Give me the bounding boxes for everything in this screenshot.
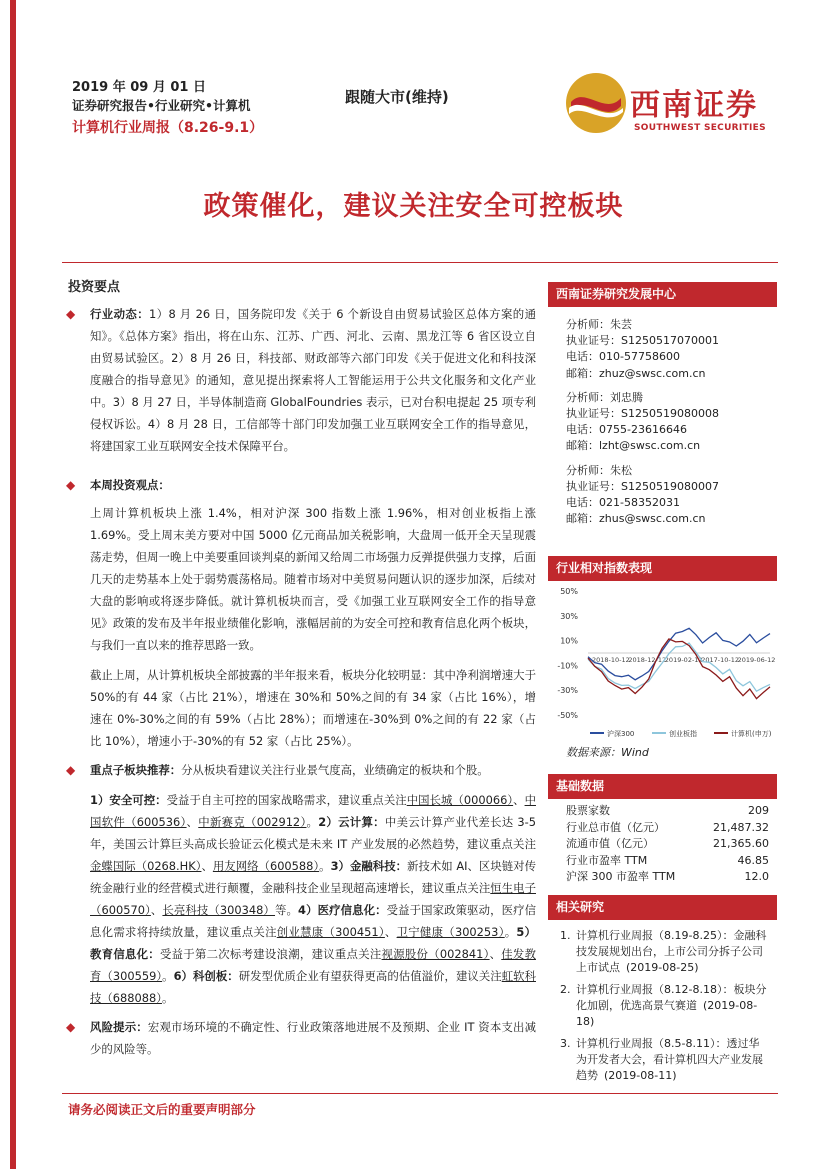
related-research-item[interactable] — [560, 1036, 769, 1084]
x-tick-label: 2018-10-12 — [592, 656, 630, 664]
report-series: 计算机行业周报（8.26-9.1） — [72, 120, 264, 136]
stock-link[interactable]: 创业慧康（300451） — [276, 925, 385, 939]
y-tick-label: 30% — [560, 611, 578, 621]
analyst-card — [566, 317, 777, 382]
analyst-phone: 电话：0755-23616646 — [566, 423, 687, 437]
analyst-list — [548, 307, 777, 527]
index-chart-panel — [548, 556, 777, 761]
related-research-list — [548, 920, 777, 1084]
stock-link[interactable]: 佳发教育（300559） — [90, 947, 536, 983]
analyst-email[interactable]: 邮箱：zhus@swsc.com.cn — [566, 512, 706, 526]
sub-label: 1）安全可控： — [90, 793, 167, 807]
weekly-view-para1: 上周计算机板块上涨 1.4%，相对沪深 300 指数上涨 1.96%，相对创业板指上涨 1.69%。受上周末美方要对中国 5000 亿元商品加关税影响，大盘周一低开全天呈现震荡走势，但周一晚上中美要重回谈判桌的新闻又给周二市场强力反弹提供强力支撑，后面几天的走势基本上处于弱势震荡格局。随着市场对中美贸易问题认识的逐步加深，后续对大盘的影响或将逐步降低。就计算机板块而言，受《加强工业互联网安全工作的指导意见》政策的发布及半年报业绩催化影响，涨幅居前的为安全可控和教育信息化两个板块，与我们一直以来的推荐思路一致。 — [90, 506, 536, 652]
legend-label: 计算机(申万) — [731, 730, 772, 738]
basic-data-value: 21,487.32 — [713, 820, 769, 834]
diamond-bullet-icon: ◆ — [66, 478, 76, 492]
basic-data-label: 沪深 300 市盈率 TTM — [566, 870, 676, 883]
sub-text: 新技术如 AI、区块链对传统金融行业的经营模式进行颠覆，金融科技企业呈现超高速增长，建议重点关注 — [90, 859, 536, 895]
analyst-phone: 电话：010-57758600 — [566, 350, 680, 364]
basic-data-label: 流通市值（亿元） — [566, 837, 654, 850]
analyst-name: 分析师：朱芸 — [566, 318, 632, 331]
sub-label: 2）云计算： — [318, 815, 385, 829]
legend-label: 创业板指 — [669, 730, 697, 738]
related-date: (2019-08-11) — [604, 1069, 677, 1082]
analyst-license: 执业证号：S1250517070001 — [566, 334, 719, 348]
related-text: 计算机行业周报（8.5-8.11）：透过华为开发者大会，看计算机四大产业发展趋势 — [576, 1037, 763, 1082]
weekly-view-para2: 截止上周，从计算机板块全部披露的半年报来看，板块分化较明显：其中净利润增速大于 50%的有 44 家（占比 21%），增速在 30%和 50%之间的有 34 家（占比 16%），增速在 0%-30%之间的有 59%（占比 28%）；而增速在-30%到 0%之间的有 22 家（占比 10%），增速小于-30%的有 52 家（占比 25%）。 — [90, 668, 536, 748]
logo-mark-icon — [565, 72, 627, 134]
analyst-card — [566, 390, 777, 455]
analyst-email[interactable]: 邮箱：lzht@swsc.com.cn — [566, 439, 701, 453]
analyst-license: 执业证号：S1250519080007 — [566, 479, 719, 493]
series-line — [588, 643, 770, 691]
rating: 跟随大市(维持) — [345, 88, 449, 106]
industry-section — [68, 303, 536, 457]
related-research-item[interactable] — [560, 928, 769, 976]
report-date: 2019 年 09 月 01 日 — [72, 80, 206, 95]
basic-data-row — [548, 853, 777, 870]
footer-disclaimer: 请务必阅读正文后的重要声明部分 — [68, 1102, 256, 1117]
stock-link[interactable]: 视源股份（002841） — [381, 947, 490, 961]
basic-data-row — [548, 869, 777, 886]
sub-text: 受益于自主可控的国家战略需求，建议重点关注 — [166, 793, 407, 807]
risk-section — [68, 1016, 536, 1060]
sub-text: 研发型优质企业有望获得更高的估值溢价，建议关注 — [238, 969, 502, 983]
basic-data-label: 股票家数 — [566, 804, 610, 817]
stock-link[interactable]: 卫宁健康（300253） — [396, 925, 505, 939]
analyst-email[interactable]: 邮箱：zhuz@swsc.com.cn — [566, 366, 706, 380]
stock-link[interactable]: 用友网络（600588） — [212, 859, 320, 873]
analyst-phone: 电话：021-58352031 — [566, 496, 680, 510]
diamond-bullet-icon: ◆ — [66, 1020, 76, 1034]
related-date: (2019-08-18) — [576, 999, 758, 1028]
industry-label: 行业动态： — [90, 307, 150, 321]
research-center-title: 西南证券研究发展中心 — [548, 282, 777, 307]
stock-link[interactable]: 中新赛克（002912） — [198, 815, 307, 829]
page-title: 政策催化，建议关注安全可控板块 — [203, 191, 624, 222]
index-chart-title: 行业相对指数表现 — [548, 556, 777, 581]
sub-label: 6）科创板： — [173, 969, 239, 983]
related-date: (2019-08-25) — [626, 961, 699, 974]
related-research-item[interactable] — [560, 982, 769, 1030]
relative-index-chart — [548, 583, 777, 743]
analyst-name: 分析师：朱松 — [566, 463, 632, 477]
y-tick-label: 10% — [560, 636, 578, 646]
basic-data-title: 基础数据 — [548, 774, 777, 799]
brand-name-cn: 西南证券 — [630, 88, 758, 123]
weekly-view-section — [68, 474, 536, 752]
y-tick-label: 50% — [560, 587, 578, 596]
analyst-name: 分析师：刘忠腾 — [566, 390, 643, 404]
sub-label: 4）医疗信息化： — [298, 903, 387, 917]
y-tick-label: -30% — [557, 686, 578, 696]
series-line — [588, 639, 770, 699]
sub-text: 受益于国家政策驱动，医疗信息化需求将持续放量，建议重点关注 — [90, 903, 536, 939]
footer-divider — [62, 1093, 778, 1094]
stock-link[interactable]: 金蝶国际（0268.HK） — [90, 859, 202, 873]
key-points-heading: 投资要点 — [68, 280, 121, 295]
related-num: 3. — [560, 1037, 571, 1050]
legend-label: 沪深300 — [607, 730, 635, 738]
stock-link[interactable]: 虹软科技（688088） — [90, 969, 536, 1005]
basic-data-value: 46.85 — [737, 853, 769, 867]
basic-data-value: 209 — [748, 804, 769, 817]
series-line — [588, 628, 770, 680]
sub-label: 3）金融科技： — [330, 859, 408, 873]
research-center-panel — [548, 282, 777, 535]
x-tick-label: 2019-02-12 — [664, 656, 703, 664]
data-source: 数据来源：Wind — [566, 746, 649, 759]
weekly-view-label: 本周投资观点： — [90, 478, 170, 492]
stock-link[interactable]: 长亮科技（300348） — [162, 903, 276, 917]
industry-text: 1）8 月 26 日，国务院印发《关于 6 个新设自由贸易试验区总体方案的通知》。《总体方案》指出，将在山东、江苏、广西、河北、云南、黑龙江等 6 省区设立自由贸易试验区。2）8 月 26 日，科技部、财政部等六部门印发《关于促进文化和科技深度融合的指导意见》的通知，意见提出探索将人工智能运用于公共文化服务和文化产业中。3）8 月 27 日，半导体制造商 GlobalFoundries 表示，已对台积电提起 25 项专利侵权诉讼。4）8 月 28 日，工信部等十部门印发加强工业互联网安全工作的指导意见，将建国家工业互联网安全技术保障平台。 — [90, 307, 536, 453]
recommend-body: 1）安全可控：受益于自主可控的国家战略需求，建议重点关注中国长城（000066）、中国软件（600536）、中新赛克（002912）。2）云计算：中美云计算产业代差长达 3-5 年，美国云计算巨头高成长验证云化模式是未来 IT 产业发展的必然趋势，建议重点关注金蝶国际（0268.HK）、用友网络（600588）。3）金融科技：新技术如 AI、区块链对传统金融行业的经营模式进行颠覆，金融科技企业呈现超高速增长，建议重点关注恒生电子（600570）、长亮科技（300348）等。4）医疗信息化：受益于国家政策驱动，医疗信息化需求将持续放量，建议重点关注创业慧康（300451）、卫宁健康（300253）。5）教育信息化：受益于第二次标考建设浪潮，建议重点关注视源股份（002841）、佳发教育（300559）。6）科创板：研发型优质企业有望获得更高的估值溢价，建议关注虹软科技（688088）。 — [90, 793, 536, 1005]
basic-data-label: 行业市盈率 TTM — [566, 853, 648, 867]
y-tick-label: -10% — [557, 661, 578, 671]
brand-name-en: SOUTHWEST SECURITIES — [634, 123, 766, 133]
sub-text: 中美云计算产业代差长达 3-5 年，美国云计算巨头高成长验证云化模式是未来 IT 产业发展的必然趋势，建议重点关注 — [90, 815, 536, 851]
diamond-bullet-icon: ◆ — [66, 763, 76, 777]
basic-data-row — [548, 836, 777, 853]
stock-link[interactable]: 恒生电子（600570） — [90, 881, 536, 917]
basic-data-table — [548, 799, 777, 886]
y-tick-label: -50% — [557, 711, 578, 720]
stock-link[interactable]: 中国长城（000066） — [406, 793, 514, 807]
basic-data-row — [548, 820, 777, 837]
x-tick-label: 2018-12-12 — [628, 656, 667, 664]
basic-data-panel — [548, 774, 777, 886]
analyst-license: 执业证号：S1250519080008 — [566, 407, 719, 421]
related-text: 计算机行业周报（8.19-8.25）：金融科技发展规划出台，上市公司分拆子公司上市试点 — [576, 929, 767, 974]
title-divider — [62, 262, 778, 263]
recommend-intro: 分从板块看建议关注行业景气度高，业绩确定的板块和个股。 — [181, 763, 489, 777]
analyst-card — [566, 463, 777, 528]
related-text: 计算机行业周报（8.12-8.18）：板块分化加剧，优选高景气赛道 — [576, 983, 767, 1012]
sub-label: 5）教育信息化： — [90, 925, 536, 961]
report-type: 证券研究报告•行业研究•计算机 — [72, 98, 251, 113]
recommend-section — [68, 759, 536, 1009]
related-num: 1. — [560, 929, 571, 942]
diamond-bullet-icon: ◆ — [66, 307, 76, 321]
basic-data-row — [548, 803, 777, 820]
stock-link[interactable]: 中国软件（600536） — [90, 793, 536, 829]
x-tick-label: 2017-10-12 — [701, 656, 739, 664]
risk-text: 宏观市场环境的不确定性、行业政策落地进展不及预期、企业 IT 资本支出减少的风险等。 — [90, 1020, 536, 1056]
sub-text: 受益于第二次标考建设浪潮，建议重点关注 — [159, 947, 382, 961]
basic-data-value: 21,365.60 — [713, 837, 769, 850]
x-tick-label: 2019-06-12 — [737, 656, 776, 664]
risk-label: 风险提示： — [90, 1020, 148, 1034]
related-research-panel — [548, 895, 777, 1090]
basic-data-value: 12.0 — [744, 870, 769, 883]
related-research-title: 相关研究 — [548, 895, 777, 920]
left-red-bar — [10, 0, 16, 1169]
recommend-label: 重点子板块推荐： — [90, 763, 182, 777]
basic-data-label: 行业总市值（亿元） — [566, 820, 665, 834]
related-num: 2. — [560, 983, 571, 996]
